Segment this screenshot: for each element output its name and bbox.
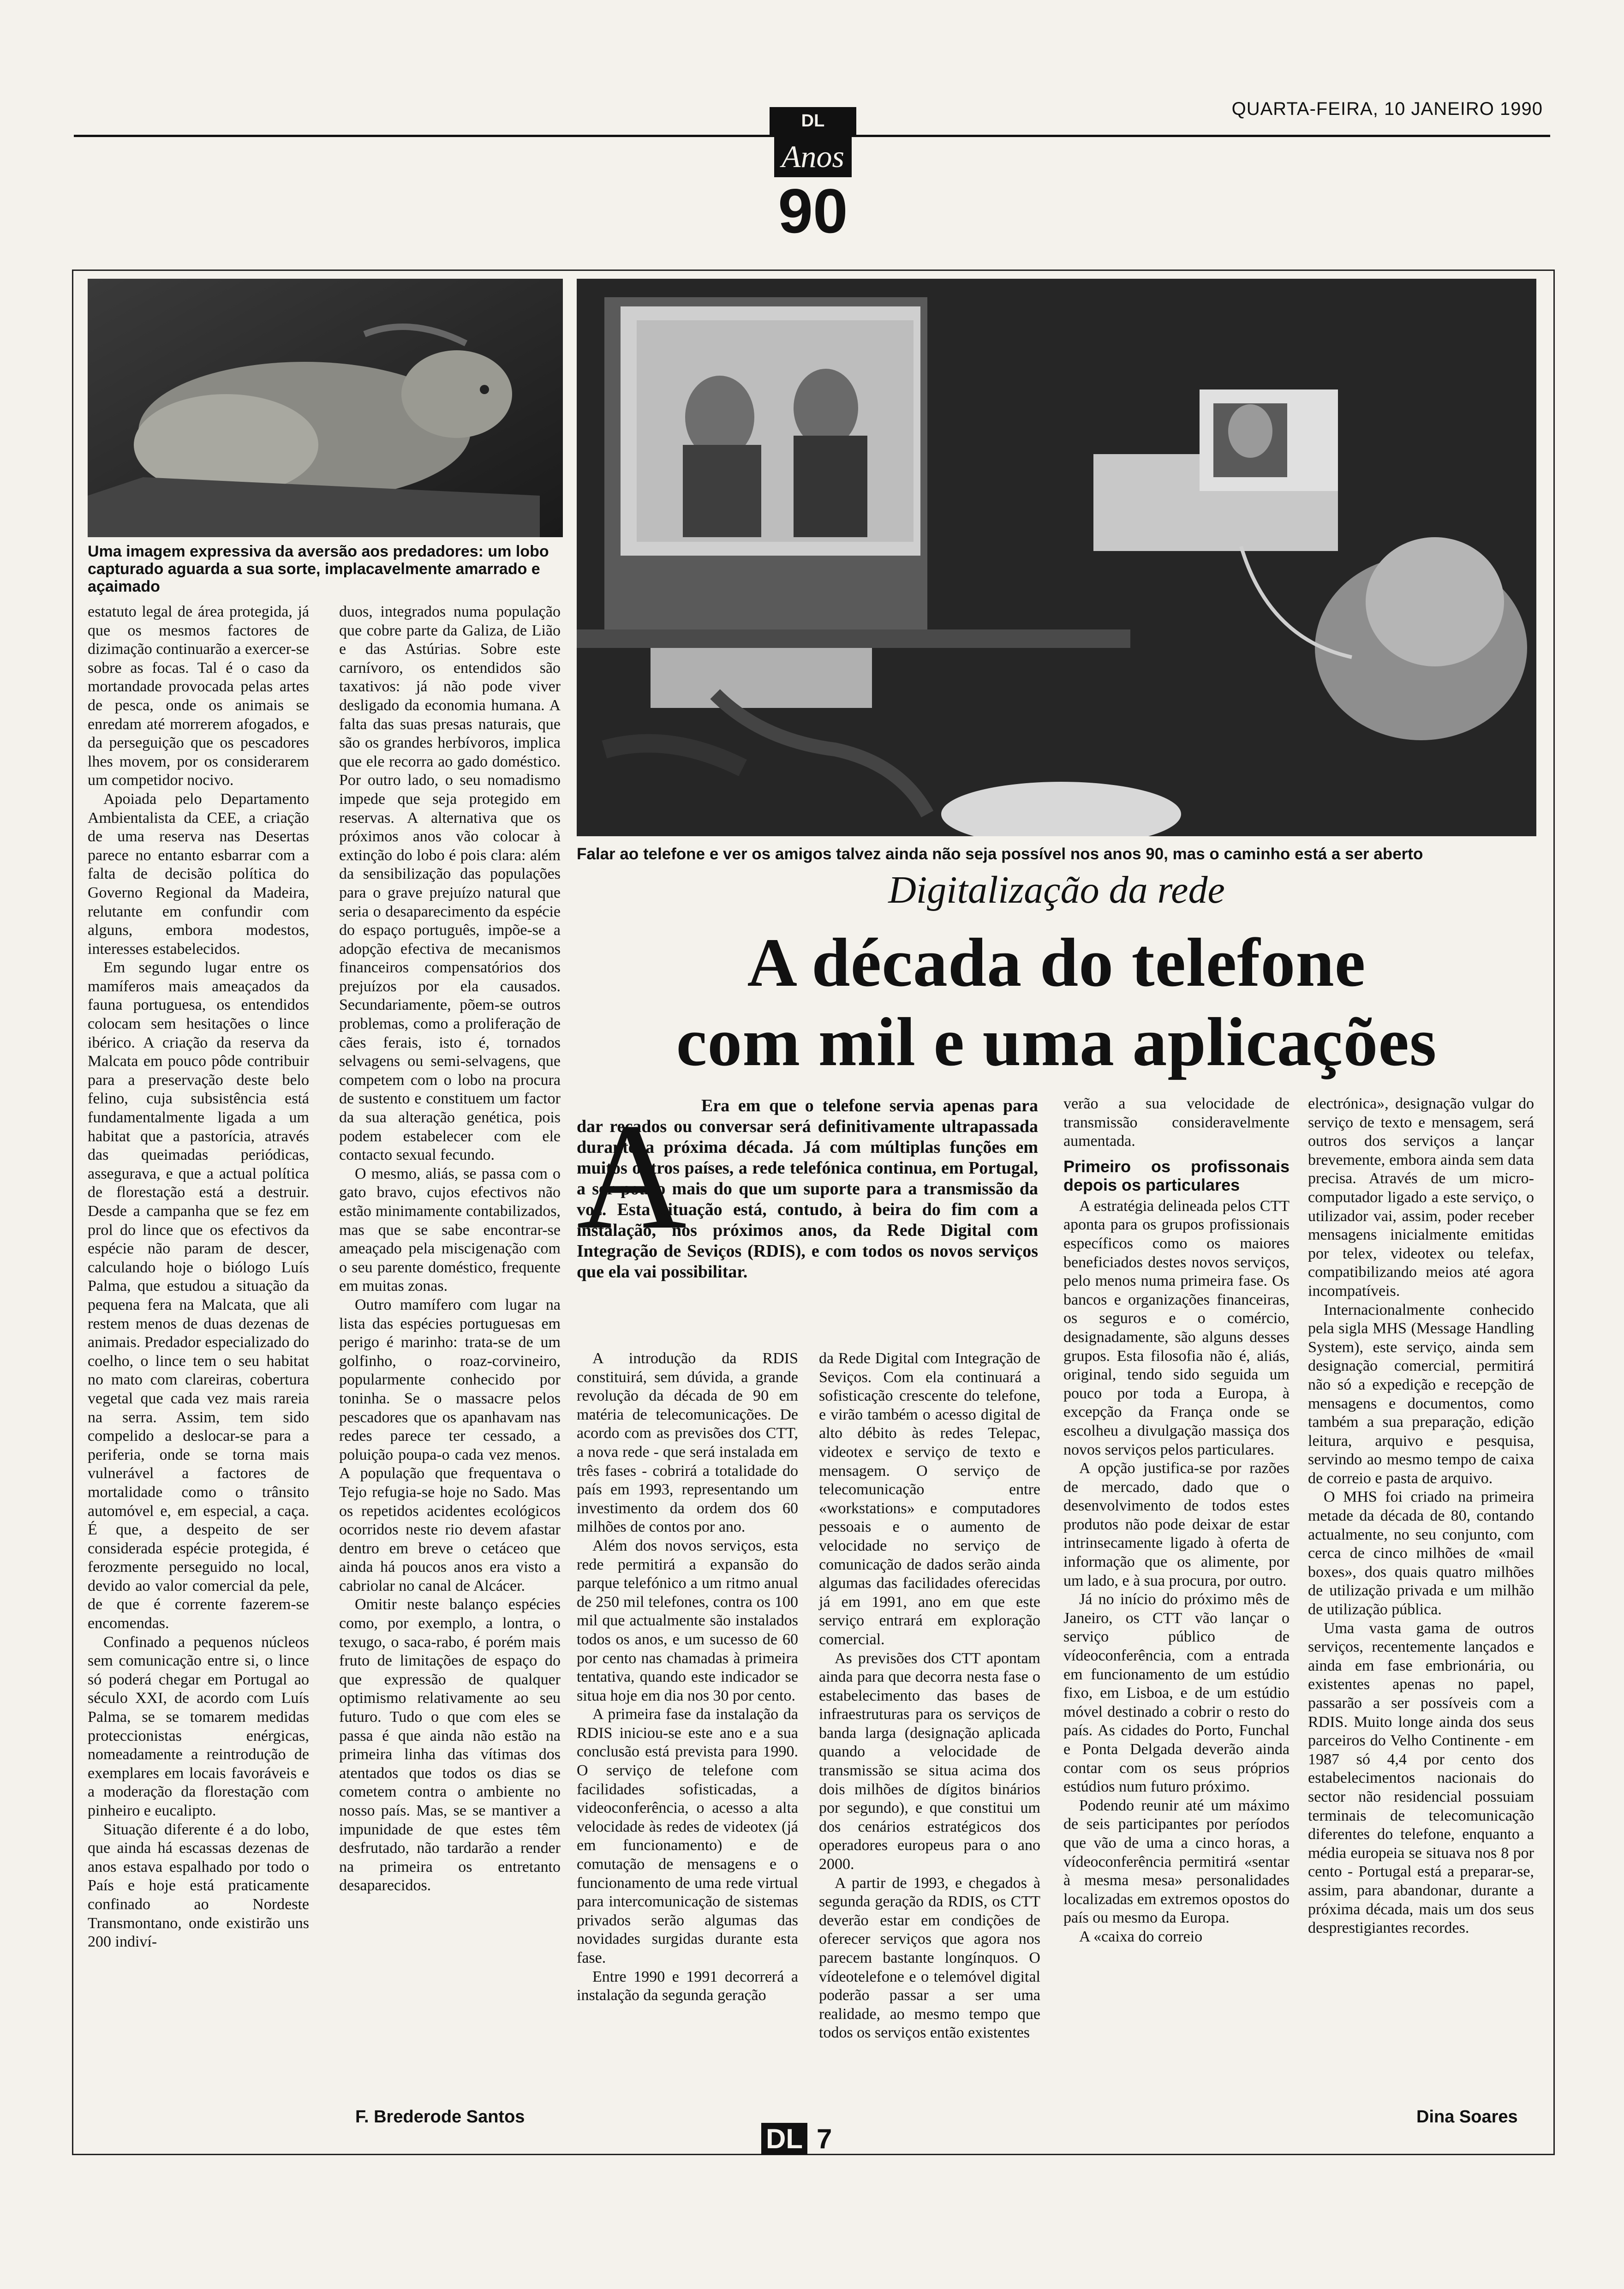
page-number: 7 <box>817 2123 832 2154</box>
logo-number: 90 <box>778 176 848 246</box>
headline-line-2: com mil e uma aplicações <box>676 1004 1437 1080</box>
lead-dropcap: A <box>577 1092 687 1261</box>
wolf-article-byline: F. Brederode Santos <box>355 2107 525 2127</box>
paragraph: electrónica», designação vulgar do serviço de texto e mensagem, será outros dos serviços a lançar brevemente, embora ainda sem data precisa. Através de um micro-computador ligado a este serviço, o utilizador vai, assim, poder receber mensagens inicialmente emitidas por telex, videotex ou telefax, compatibilizando meios até agora incompatíveis. <box>1308 1095 1534 1300</box>
main-article-col2 <box>819 1349 1040 2043</box>
paragraph: Podendo reunir até um máximo de seis participantes por períodos que vão de uma a cinco horas, a vídeoconferência permitirá «sentar à mesma mesa» personalidades localizadas em extremos opostos do país ou mesmo da Europa. <box>1063 1797 1290 1927</box>
article-kicker: Digitalização da rede <box>888 869 1225 911</box>
paragraph: A introdução da RDIS constituirá, sem dúvida, a grande revolução da década de 90 em matéria de telecomunicações. De acordo com as previsões dos CTT, a nova rede - que será instalada em três fases - cobrirá a totalidade do país em 1993, representando um investimento da ordem dos 60 milhões de contos por ano. <box>577 1350 798 1536</box>
paragraph: Outro mamífero com lugar na lista das espécies portuguesas em perigo é marinho: trata-se de um golfinho, o roaz-corvineiro, popularmente conhecido por toninha. Se o massacre pelos pescadores que os apanhavam nas redes parece ter cessado, a poluição poupa-o cada vez menos. A população que frequentava o Tejo refugia-se hoje no Sado. Mas os repetidos acidentes ecológicos ocorridos neste rio devem afastar dentro em breve o cetáceo que ainda há poucos anos era visto a cabriolar no canal de Alcácer. <box>339 1296 561 1594</box>
paragraph: Internacionalmente conhecido pela sigla MHS (Message Handling System), este serviço, ainda sem designação comercial, permitirá não só a expedição e recepção de mensagens e documentos, como também a sua preparação, edição leitura, arquivo e pesquisa, servindo ao mesmo tempo de caixa de correio e pasta de arquivo. <box>1308 1301 1534 1487</box>
paragraph: Apoiada pelo Departamento Ambientalista da CEE, a criação de uma reserva nas Desertas parece no entanto esbarrar com a falta de decisão política do Governo Regional da Madeira, relutante em confundir com alguns, embora modestos, interesses estabelecidos. <box>88 790 309 958</box>
headline-line-1: A década do telefone <box>747 924 1366 1001</box>
main-article-col3 <box>1063 1095 1290 1947</box>
main-article-byline: Dina Soares <box>1416 2107 1518 2127</box>
footer-masthead: DL <box>761 2123 807 2155</box>
paragraph: Já no início do próximo mês de Janeiro, os CTT vão lançar o serviço público de vídeoconferência, com a entrada em funcionamento de um estúdio fixo, em Lisboa, e de um estúdio móvel destinado a cobrir o resto do país. As cidades do Porto, Funchal e Ponta Delgada deverão ainda contar com os seus próprios estúdios num futuro próximo. <box>1063 1591 1290 1796</box>
videophone-photo-caption: Falar ao telefone e ver os amigos talvez ainda não seja possível nos anos 90, mas o caminho está a ser aberto <box>577 845 1423 863</box>
logo-masthead: DL <box>770 107 856 135</box>
article-lead: Era em que o telefone servia apenas para dar recados ou conversar será definitivamente ultrapassada durante a próxima década. Já com múltiplas funções em muitos outros países, a rede telefónica continua, em Portugal, a ser pouco mais do que um suporte para a transmissão da voz. Esta situação está, contudo, à beira do fim com a instalação, nos próximos anos, da Rede Digital com Integração de Seviços (RDIS), e com todos os novos serviços que ela vai possibilitar. <box>577 1096 1038 1282</box>
paragraph: Em segundo lugar entre os mamíferos mais ameaçados da fauna portuguesa, os entendidos colocam sem hesitações o lince ibérico. A criação da reserva da Malcata em pouco pôde contribuir para a preservação deste belo felino, cuja subsistência está fundamentalmente ligada a um habitat que a pastorícia, através das queimadas periódicas, assegurava, e que a actual política de florestação está a destruir. Desde a campanha que se fez em prol do lince que os efectivos da espécie não param de descer, calculando hoje o biólogo Luís Palma, que estudou a situação da pequena fera na Malcata, que ali restem menos de duas dezenas de animais. Predador especializado do coelho, o lince tem o seu habitat no mato com clareiras, cobertura vegetal que cada vez mais rareia na serra. Assim, tem sido compelido a deslocar-se para a periferia, onde se torna mais vulnerável a factores de mortalidade como o trânsito automóvel e, em especial, a caça. É que, a despeito de ser considerada espécie protegida, é ferozmente perseguido no local, devido ao valor comercial da pele, de que é corrente fazerem-se encomendas. <box>88 959 309 1632</box>
paragraph: Além dos novos serviços, esta rede permitirá a expansão do parque telefónico a um ritmo anual de 250 mil telefones, contra os 100 mil que actualmente são instalados todos os anos, e um sucesso de 60 por cento nas chamadas à primeira tentativa, quando este indicador se situa hoje em dia nos 30 por cento. <box>577 1537 798 1704</box>
paragraph: O MHS foi criado na primeira metade da década de 80, contando actualmente, no seu conjunto, com cerca de cinco milhões de «mail boxes», dos quais quatro milhões de utilização privada e um milhão de utilização pública. <box>1308 1488 1534 1618</box>
paragraph: verão a sua velocidade de transmissão consideravelmente aumentada. <box>1063 1095 1290 1150</box>
paragraph: duos, integrados numa população que cobre parte da Galiza, de Lião e das Astúrias. Sobre este carnívoro, os entendidos são taxativos: já não pode viver desligado da economia humana. A falta das suas presas naturais, que são os grandes herbívoros, implica que ele recorra ao gado doméstico. Por outro lado, o seu nomadismo impede que seja protegido em reservas. A alternativa que os próximos anos vão colocar à extinção do lobo é pois clara: além da sensibilização das populações para o grave prejuízo natural que seria o desaparecimento da espécie do espaço português, impõe-se a adopção efectiva de mecanismos financeiros compensatórios dos prejuízos por ela causados. Secundariamente, põem-se outros problemas, como a proliferação de cães ferais, isto é, tornados selvagens ou semi-selvagens, que competem com o lobo na procura de sustento e constituem um factor da sua alteração genética, pois podem estabelecer com ele contacto sexual fecundo. <box>339 603 561 1164</box>
anos-90-logo <box>770 107 856 246</box>
page-date: QUARTA-FEIRA, 10 JANEIRO 1990 <box>1231 99 1543 119</box>
wolf-article-col2 <box>339 603 561 1895</box>
paragraph: A estratégia delineada pelos CTT aponta para os grupos profissionais específicos como os maiores beneficiados destes novos serviços, pelo menos numa primeira fase. Os bancos e organizações financeiras, os seguros e o comércio, designadamente, são alguns desses grupos. Esta filosofia não é, aliás, original, tendo sido seguida um pouco por toda a Europa, à excepção da França onde se escolheu a divulgação massiça dos novos serviços pelos particulares. <box>1063 1197 1290 1458</box>
main-article-col4 <box>1308 1095 1534 1938</box>
logo-word: Anos <box>774 136 852 177</box>
paragraph: Entre 1990 e 1991 decorrerá a instalação da segunda geração <box>577 1968 798 2004</box>
paragraph: da Rede Digital com Integração de Seviços. Com ela continuará a sofisticação crescente do telefone, e virão também o acesso digital de alto débito às redes Telepac, videotex e serviço de texto e mensagem. O serviço de telecomunicação entre «workstations» e computadores pessoais e o aumento de velocidade no serviço de comunicação de dados serão ainda algumas das facilidades oferecidas já em 1991, ano em que este serviço entrará em exploração comercial. <box>819 1350 1040 1648</box>
paragraph: A partir de 1993, e chegados à segunda geração da RDIS, os CTT deverão estar em condições de oferecer serviços que agora nos parecem bastante longínquos. O vídeotelefone e o telemóvel digital poderão passar a ser uma realidade, ao mesmo tempo que todos os serviços então existentes <box>819 1874 1040 2042</box>
paragraph: A primeira fase da instalação da RDIS iniciou-se este ano e a sua conclusão está prevista para 1990. O serviço de telefone com facilidades sofisticadas, a videoconferência, o acesso a alta velocidade às redes de videotex (já em funcionamento) e de comutação de mensagens e o funcionamento de uma rede virtual para intercomunicação de sistemas privados serão algumas das novidades surgidas durante esta fase. <box>577 1706 798 1966</box>
paragraph: Confinado a pequenos núcleos sem comunicação entre si, o lince só poderá chegar em Portugal ao século XXI, de acordo com Luís Palma, se se tomarem medidas proteccionistas enérgicas, nomeadamente a reintrodução de exemplares em locais favoráveis e a moderação da florestação com pinheiro e eucalipto. <box>88 1633 309 1819</box>
wolf-article-col1 <box>88 603 309 1952</box>
paragraph: Uma vasta gama de outros serviços, recentemente lançados e ainda em fase embrionária, ou existentes apenas no papel, passarão a ser possíveis com a RDIS. Muito longe ainda dos seus parceiros do Velho Continente - em 1987 só 4,4 por cento dos estabelecimentos nacionais do sector não residencial possuiam terminais de telecomunicação diferentes do telefone, enquanto a média europeia se situava nos 8 por cento - Portugal está a preparar-se, assim, para abandonar, durante a próxima década, mais um dos seus desprestigiantes recordes. <box>1308 1619 1534 1937</box>
paragraph: Omitir neste balanço espécies como, por exemplo, a lontra, o texugo, o saca-rabo, é porém mais fruto de limitações de espaço do que expressão de qualquer optimismo relativamente ao seu futuro. Tudo o que com eles se passa é que ainda não estão na primeira linha das vítimas dos atentados que todos os dias se cometem contra o ambiente no nosso país. Mas, se se mantiver a impunidade de que estes têm desfrutado, não tardarão a render na primeira os entretanto desaparecidos. <box>339 1596 561 1894</box>
wolf-photo <box>88 279 563 537</box>
main-article-col1 <box>577 1349 798 2005</box>
paragraph: O mesmo, aliás, se passa com o gato bravo, cujos efectivos não estão minimamente contabilizados, mas que se sabe encontrar-se ameaçado pela miscigenação com o seu parente doméstico, frequente em muitas zonas. <box>339 1165 561 1295</box>
paragraph: estatuto legal de área protegida, já que os mesmos factores de dizimação continuarão a exercer-se sobre as focas. Tal é o caso da mortandade provocada pelas artes de pesca, onde os animais se enredam até morrerem afogados, e da perseguição que os pescadores lhes movem, por os considerarem um competidor nocivo. <box>88 603 309 789</box>
paragraph: Situação diferente é a do lobo, que ainda há escassas dezenas de anos estava espalhado por todo o País e hoje está praticamente confinado ao Nordeste Transmontano, onde existirão uns 200 indiví- <box>88 1821 309 1951</box>
videophone-photo <box>577 279 1536 836</box>
subheading: Primeiro os profissonais depois os particulares <box>1063 1156 1290 1194</box>
wolf-photo-caption: Uma imagem expressiva da aversão aos predadores: um lobo capturado aguarda a sua sorte, implacavelmente amarrado e açaimado <box>88 543 549 595</box>
paragraph: As previsões dos CTT apontam ainda para que decorra nesta fase o estabelecimento das bases de infraestruturas para os serviços de banda larga (designação aplicada quando a velocidade de transmissão se situa acima dos dois milhões de dígitos binários por segundo), e que constitui um dos cenários estratégicos dos operadores europeus para o ano 2000. <box>819 1649 1040 1873</box>
paragraph: A opção justifica-se por razões de mercado, dado que o desenvolvimento de todos estes produtos não pode deixar de estar intrinsecamente ligado à oferta de informação que os alimente, por um lado, e à sua procura, por outro. <box>1063 1460 1290 1589</box>
paragraph: A «caixa do correio <box>1079 1928 1203 1945</box>
